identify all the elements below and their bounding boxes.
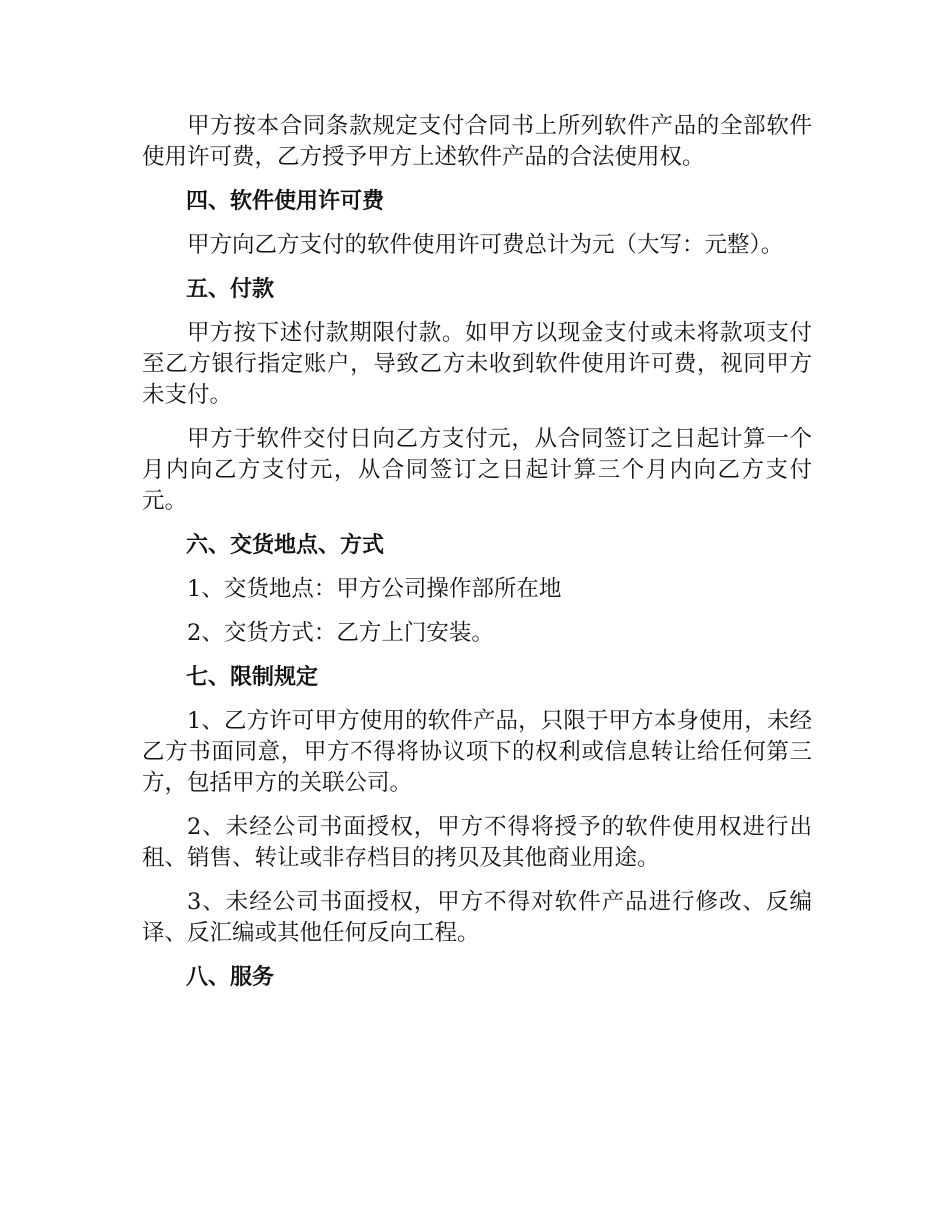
paragraph-license-grant: 甲方按本合同条款规定支付合同书上所列软件产品的全部软件使用许可费，乙方授予甲方上述软件产品的合法使用权。 — [142, 113, 812, 170]
section-heading-restrictions: 七、限制规定 — [186, 665, 319, 690]
paragraph-delivery-location: 1、交货地点：甲方公司操作部所在地 — [187, 576, 562, 602]
paragraph-restriction-2: 2、未经公司书面授权，甲方不得将授予的软件使用权进行出租、销售、转让或非存档目的拷贝及其他商业用途。 — [142, 814, 812, 871]
paragraph-payment-terms: 甲方按下述付款期限付款。如甲方以现金支付或未将款项支付至乙方银行指定账户，导致乙方未收到软件使用许可费，视同甲方未支付。 — [142, 320, 812, 408]
section-heading-license-fee: 四、软件使用许可费 — [186, 189, 385, 214]
paragraph-fee-total: 甲方向乙方支付的软件使用许可费总计为元（大写：元整）。 — [187, 232, 784, 258]
paragraph-restriction-1: 1、乙方许可甲方使用的软件产品，只限于甲方本身使用，未经乙方书面同意，甲方不得将协议项下的权利或信息转让给任何第三方，包括甲方的关联公司。 — [142, 708, 812, 796]
paragraph-payment-schedule: 甲方于软件交付日向乙方支付元，从合同签订之日起计算一个月内向乙方支付元，从合同签订之日起计算三个月内向乙方支付元。 — [142, 426, 812, 514]
section-heading-payment: 五、付款 — [186, 277, 275, 302]
paragraph-delivery-method: 2、交货方式：乙方上门安装。 — [187, 620, 494, 646]
section-heading-delivery: 六、交货地点、方式 — [186, 533, 385, 558]
document-page — [142, 111, 812, 1006]
paragraph-restriction-3: 3、未经公司书面授权，甲方不得对软件产品进行修改、反编译、反汇编或其他任何反向工程。 — [142, 889, 812, 946]
section-heading-service: 八、服务 — [186, 965, 275, 990]
